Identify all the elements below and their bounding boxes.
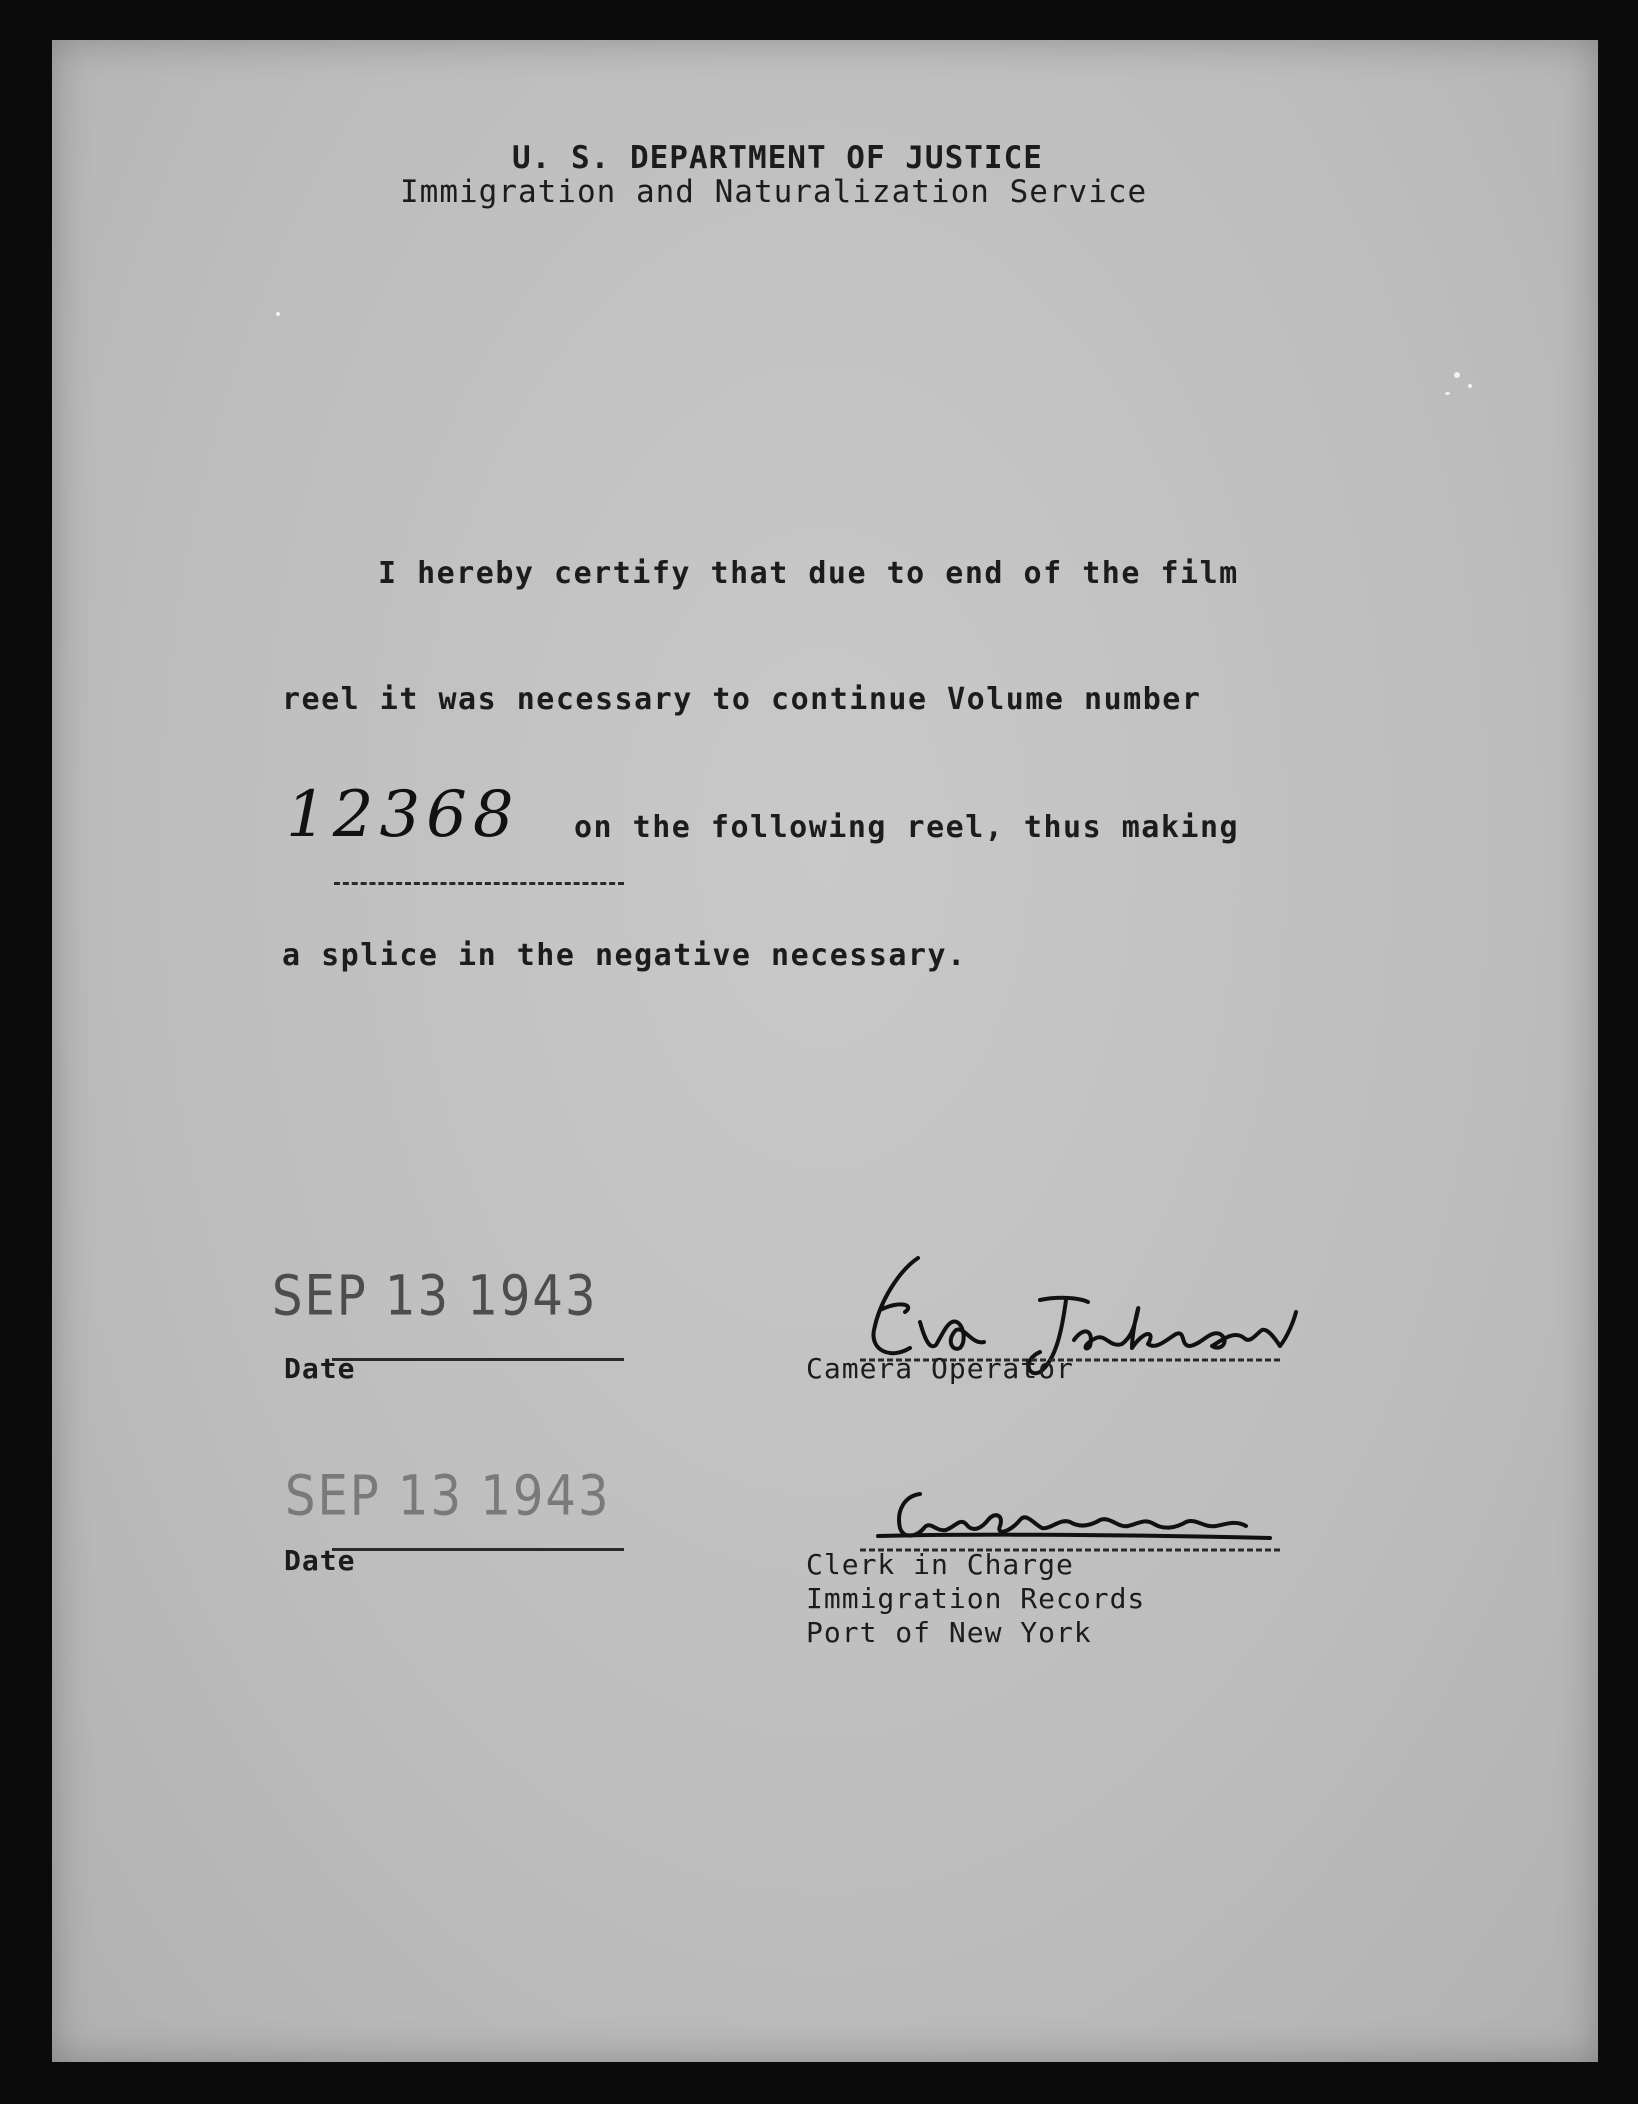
clerk-label-line-2: Immigration Records: [806, 1582, 1146, 1615]
date-label-1: Date: [284, 1352, 356, 1385]
service-heading: Immigration and Naturalization Service: [400, 174, 1148, 210]
certify-line-3: on the following reel, thus making: [574, 810, 1240, 845]
certify-line-4: a splice in the negative necessary.: [282, 938, 967, 973]
volume-number-handwritten: 12368: [286, 778, 520, 852]
clerk-label-line-1: Clerk in Charge: [806, 1548, 1074, 1581]
certify-line-2: reel it was necessary to continue Volume number: [282, 682, 1202, 717]
date-stamp-2: SEP 13 1943: [285, 1463, 611, 1529]
date-stamp-1: SEP 13 1943: [272, 1263, 598, 1329]
paper-speck: [1454, 372, 1460, 378]
department-heading: U. S. DEPARTMENT OF JUSTICE: [512, 140, 1043, 176]
certify-line-1: I hereby certify that due to end of the film: [378, 556, 1239, 591]
camera-operator-label: Camera Operator: [806, 1352, 1074, 1385]
date-label-2: Date: [284, 1544, 356, 1577]
paper-speck: [1468, 384, 1472, 388]
clerk-label-line-3: Port of New York: [806, 1616, 1092, 1649]
paper-speck: [276, 312, 280, 316]
paper-speck: [1445, 392, 1450, 395]
